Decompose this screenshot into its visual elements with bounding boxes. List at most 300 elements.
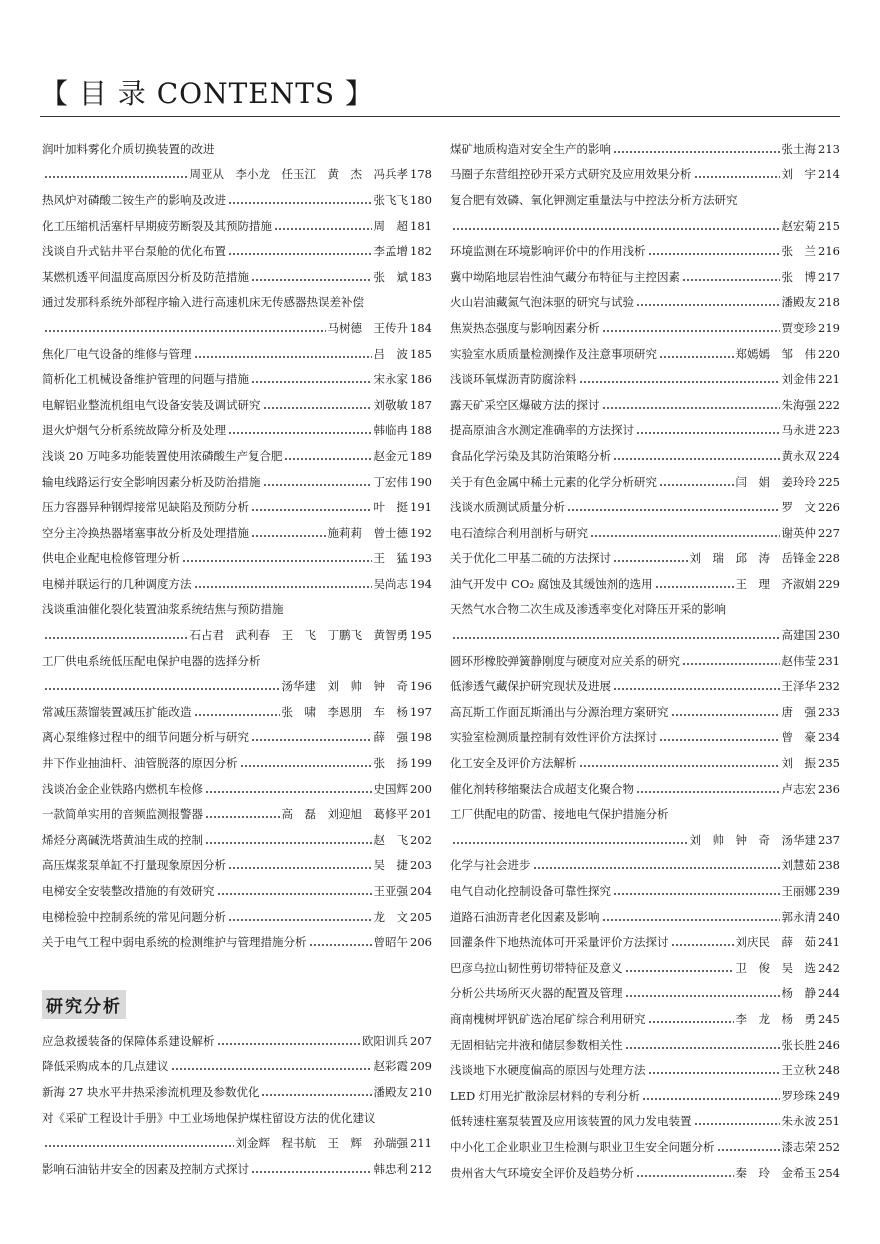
dot-leader xyxy=(613,559,688,563)
entry-title: 浅谈环氧煤沥青防腐涂料 xyxy=(450,372,577,387)
entry-title: 电解铝业整流机组电气设备安装及调试研究 xyxy=(42,397,261,412)
entry-authors: 王立秋 xyxy=(781,1063,817,1078)
toc-entry xyxy=(42,213,432,239)
dot-leader xyxy=(274,227,372,231)
toc-entry xyxy=(42,878,432,904)
entry-page-number: 197 xyxy=(410,704,432,719)
toc-entry xyxy=(450,290,840,316)
toc-entry xyxy=(450,827,840,853)
toc-entry xyxy=(450,494,840,520)
entry-authors: 郭永清 xyxy=(781,909,817,924)
toc-entry xyxy=(42,725,432,751)
toc-entry xyxy=(42,673,432,699)
page-title: 【 目 录 CONTENTS 】 xyxy=(40,77,374,110)
entry-page-number: 219 xyxy=(818,320,840,335)
toc-entry xyxy=(42,469,432,495)
entry-title: 圆环形橡胶弹簧静刚度与硬度对应关系的研究 xyxy=(450,653,680,668)
dot-leader xyxy=(682,278,780,282)
entry-authors: 刘 宇 xyxy=(781,167,817,182)
toc-entry xyxy=(450,955,840,981)
toc-entry xyxy=(450,162,840,188)
toc-entry xyxy=(42,264,432,290)
toc-entry xyxy=(450,1134,840,1160)
entry-title: 空分主冷换热器堵塞事故分析及处理措施 xyxy=(42,525,249,540)
toc-entry xyxy=(42,801,432,827)
entry-title: 润叶加料雾化介质切换装置的改进 xyxy=(42,141,215,156)
entry-title: 焦化厂电气设备的维修与管理 xyxy=(42,346,192,361)
toc-entry xyxy=(450,699,840,725)
entry-page-number: 230 xyxy=(818,628,840,643)
entry-authors: 王泽华 xyxy=(781,679,817,694)
entry-title: 低渗透气藏保护研究现状及进展 xyxy=(450,679,611,694)
entry-authors: 刘 帅 钟 奇 汤华建 xyxy=(689,832,817,847)
entry-title: 简析化工机械设备维护管理的问题与措施 xyxy=(42,372,249,387)
toc-entry xyxy=(450,878,840,904)
entry-page-number: 180 xyxy=(410,192,432,207)
entry-authors: 刘金辉 程书航 王 辉 孙瑞强 xyxy=(235,1136,409,1151)
dot-leader xyxy=(452,227,780,231)
toc-entry xyxy=(450,264,840,290)
entry-authors: 朱永波 xyxy=(781,1114,817,1129)
entry-title: 电梯安全安装整改措施的有效研究 xyxy=(42,884,215,899)
dot-leader xyxy=(194,585,372,589)
dot-leader xyxy=(263,406,372,410)
toc-entry xyxy=(450,315,840,341)
section-title: 研究分析 xyxy=(42,990,126,1019)
entry-title: 高瓦斯工作面瓦斯涌出与分源治理方案研究 xyxy=(450,704,669,719)
dot-leader xyxy=(579,380,780,384)
entry-authors: 马树德 王传升 xyxy=(327,320,409,335)
entry-authors: 施莉莉 曾士德 xyxy=(327,525,409,540)
toc-entry xyxy=(42,443,432,469)
toc-entry xyxy=(450,1109,840,1135)
toc-entry xyxy=(450,597,840,623)
entry-authors: 王 理 齐淑娟 xyxy=(735,576,817,591)
toc-entry xyxy=(42,904,432,930)
toc-entry xyxy=(42,341,432,367)
toc-entry xyxy=(42,827,432,853)
toc-right-column xyxy=(450,136,840,1185)
dot-leader xyxy=(284,457,371,461)
entry-page-number: 220 xyxy=(818,346,840,361)
entry-title: 油气开发中 CO₂ 腐蚀及其缓蚀剂的选用 xyxy=(450,576,653,591)
entry-title: 烯烃分离碱洗塔黄油生成的控制 xyxy=(42,832,203,847)
dot-leader xyxy=(309,943,372,947)
toc-entry xyxy=(42,776,432,802)
dot-leader xyxy=(642,1097,780,1101)
entry-page-number: 235 xyxy=(818,756,840,771)
entry-authors: 刘慧茹 xyxy=(781,858,817,873)
toc-entry xyxy=(450,853,840,879)
toc-entry xyxy=(450,648,840,674)
toc-entry xyxy=(450,1083,840,1109)
entry-page-number: 205 xyxy=(410,909,432,924)
toc-entry xyxy=(42,853,432,879)
toc-entry xyxy=(450,469,840,495)
entry-page-number: 178 xyxy=(410,167,432,182)
entry-page-number: 242 xyxy=(818,960,840,975)
entry-authors: 刘 瑞 邱 涛 岳锋金 xyxy=(689,551,817,566)
entry-authors: 王 猛 xyxy=(373,551,409,566)
entry-page-number: 191 xyxy=(410,500,432,515)
dot-leader xyxy=(261,1093,371,1097)
dot-leader xyxy=(625,969,734,973)
entry-title: 复合肥有效磷、氧化钾测定重量法与中控法分析方法研究 xyxy=(450,192,738,207)
dot-leader xyxy=(659,355,734,359)
entry-authors: 贾变珍 xyxy=(781,320,817,335)
entry-title: 浅谈重油催化裂化装置油浆系统结焦与预防措施 xyxy=(42,602,284,617)
entry-authors: 欧阳训兵 xyxy=(362,1033,409,1048)
dot-leader xyxy=(671,943,734,947)
entry-page-number: 199 xyxy=(410,756,432,771)
toc-entry xyxy=(42,187,432,213)
entry-authors: 韩忠利 xyxy=(373,1161,409,1176)
entry-title: 浅谈冶金企业铁路内燃机车检修 xyxy=(42,781,203,796)
entry-authors: 张 博 xyxy=(781,269,817,284)
toc-entry xyxy=(450,571,840,597)
dot-leader xyxy=(613,687,780,691)
dot-leader xyxy=(228,201,372,205)
entry-authors: 赵宏菊 xyxy=(781,218,817,233)
dot-leader xyxy=(602,918,780,922)
dot-leader xyxy=(251,278,372,282)
toc-entry xyxy=(450,750,840,776)
toc-entry xyxy=(42,162,432,188)
entry-title: 实验室检测质量控制有效性评价方法探讨 xyxy=(450,730,657,745)
entry-page-number: 222 xyxy=(818,397,840,412)
dot-leader xyxy=(533,866,780,870)
dot-leader xyxy=(44,1144,234,1148)
entry-authors: 龙 文 xyxy=(373,909,409,924)
entry-authors: 罗 文 xyxy=(781,500,817,515)
entry-page-number: 183 xyxy=(410,269,432,284)
toc-entry xyxy=(450,213,840,239)
entry-page-number: 182 xyxy=(410,244,432,259)
entry-page-number: 211 xyxy=(410,1136,432,1151)
toc-entry xyxy=(450,136,840,162)
entry-authors: 史国辉 xyxy=(373,781,409,796)
entry-page-number: 210 xyxy=(410,1084,432,1099)
dot-leader xyxy=(636,790,780,794)
toc-entry xyxy=(42,571,432,597)
entry-authors: 杨 静 xyxy=(781,986,817,1001)
entry-authors: 卫 俊 吴 选 xyxy=(735,960,817,975)
entry-page-number: 202 xyxy=(410,832,432,847)
entry-title: 工厂供电系统低压配电保护电器的选择分析 xyxy=(42,653,261,668)
entry-page-number: 239 xyxy=(818,884,840,899)
entry-page-number: 238 xyxy=(818,858,840,873)
entry-authors: 张长胜 xyxy=(781,1037,817,1052)
toc-entry xyxy=(42,136,432,162)
toc-entry xyxy=(450,1160,840,1186)
entry-authors: 石占君 武利春 王 飞 丁鹏飞 黄智勇 xyxy=(189,628,409,643)
dot-leader xyxy=(671,713,780,717)
entry-title: 化工安全及评价方法解析 xyxy=(450,756,577,771)
entry-page-number: 217 xyxy=(818,269,840,284)
entry-page-number: 187 xyxy=(410,397,432,412)
entry-page-number: 225 xyxy=(818,474,840,489)
entry-authors: 卢志宏 xyxy=(781,781,817,796)
toc-entry xyxy=(450,1057,840,1083)
dot-leader xyxy=(251,508,372,512)
entry-authors: 宋永家 xyxy=(373,372,409,387)
toc-entry xyxy=(42,750,432,776)
entry-page-number: 245 xyxy=(818,1011,840,1026)
dot-leader xyxy=(44,329,326,333)
entry-page-number: 218 xyxy=(818,295,840,310)
entry-authors: 周 超 xyxy=(373,218,409,233)
entry-authors: 曾 豪 xyxy=(781,730,817,745)
entry-page-number: 221 xyxy=(818,372,840,387)
toc-entry xyxy=(450,1006,840,1032)
entry-title: 压力容器异种钢焊接常见缺陷及预防分析 xyxy=(42,500,249,515)
entry-title: 新海 27 块水平井热采渗流机理及参数优化 xyxy=(42,1084,260,1099)
entry-title: 火山岩油藏氮气泡沫驱的研究与试验 xyxy=(450,295,634,310)
entry-title: 低转速柱塞泵装置及应用该装置的风力发电装置 xyxy=(450,1114,692,1129)
toc-entry xyxy=(450,776,840,802)
dot-leader xyxy=(251,1170,372,1174)
toc-entry xyxy=(42,648,432,674)
entry-title: 浅谈水质测试质量分析 xyxy=(450,500,565,515)
dot-leader xyxy=(194,713,280,717)
entry-page-number: 212 xyxy=(410,1161,432,1176)
toc-entry xyxy=(450,546,840,572)
entry-authors: 黄永双 xyxy=(781,448,817,463)
dot-leader xyxy=(682,662,780,666)
dot-leader xyxy=(694,1122,780,1126)
entry-title: 浅谈 20 万吨多功能装置使用浓磷酸生产复合肥 xyxy=(42,448,283,463)
entry-title: 提高原油含水测定准确率的方法探讨 xyxy=(450,423,634,438)
entry-authors: 赵 飞 xyxy=(373,832,409,847)
dot-leader xyxy=(567,508,780,512)
entry-page-number: 229 xyxy=(818,576,840,591)
entry-authors: 汤华建 刘 帅 钟 奇 xyxy=(281,679,409,694)
entry-authors: 吴尚志 xyxy=(373,576,409,591)
dot-leader xyxy=(613,150,780,154)
toc-entry xyxy=(42,546,432,572)
dot-leader xyxy=(694,175,780,179)
entry-title: 供电企业配电检修管理分析 xyxy=(42,551,180,566)
toc-entry xyxy=(450,801,840,827)
dot-leader xyxy=(171,1067,372,1071)
entry-authors: 高建国 xyxy=(781,628,817,643)
dot-leader xyxy=(217,1042,361,1046)
entry-title: 输电线路运行安全影响因素分析及防治措施 xyxy=(42,474,261,489)
entry-authors: 吴 捷 xyxy=(373,858,409,873)
entry-title: 关于有色金属中稀土元素的化学分析研究 xyxy=(450,474,657,489)
dot-leader xyxy=(655,585,734,589)
entry-title: 焦炭热态强度与影响因素分析 xyxy=(450,320,600,335)
entry-authors: 叶 挺 xyxy=(373,500,409,515)
dot-leader xyxy=(263,483,372,487)
toc-entry xyxy=(450,392,840,418)
entry-title: 环境监测在环境影响评价中的作用浅析 xyxy=(450,244,646,259)
dot-leader xyxy=(648,252,780,256)
entry-page-number: 203 xyxy=(410,858,432,873)
entry-page-number: 207 xyxy=(410,1033,432,1048)
toc-entry xyxy=(42,1079,432,1105)
toc-list-left xyxy=(42,136,432,955)
entry-page-number: 206 xyxy=(410,935,432,950)
entry-title: 冀中坳陷地层岩性油气藏分布特征与主控因素 xyxy=(450,269,680,284)
entry-title: 食品化学污染及其防治策略分析 xyxy=(450,448,611,463)
entry-page-number: 227 xyxy=(818,525,840,540)
entry-page-number: 192 xyxy=(410,525,432,540)
entry-page-number: 226 xyxy=(818,500,840,515)
entry-title: 应急救援装备的保障体系建设解析 xyxy=(42,1033,215,1048)
entry-authors: 周亚从 李小龙 任玉江 黄 杰 冯兵孝 xyxy=(189,167,409,182)
entry-page-number: 181 xyxy=(410,218,432,233)
entry-title: 井下作业抽油杆、油管脱落的原因分析 xyxy=(42,756,238,771)
toc-entry xyxy=(42,520,432,546)
entry-title: 一款简单实用的音频监测报警器 xyxy=(42,807,203,822)
dot-leader xyxy=(648,1071,780,1075)
dot-leader xyxy=(625,994,780,998)
entry-title: 马圈子东营组控砂开采方式研究及应用效果分析 xyxy=(450,167,692,182)
entry-page-number: 213 xyxy=(818,141,840,156)
entry-title: 退火炉烟气分析系统故障分析及处理 xyxy=(42,423,226,438)
entry-title: 化学与社会进步 xyxy=(450,858,531,873)
entry-page-number: 201 xyxy=(410,807,432,822)
entry-title: 影响石油钻井安全的因素及控制方式探讨 xyxy=(42,1161,249,1176)
toc-entry xyxy=(450,366,840,392)
toc-list-right xyxy=(450,136,840,1185)
entry-authors: 王丽娜 xyxy=(781,884,817,899)
dot-leader xyxy=(636,303,780,307)
entry-authors: 潘殿友 xyxy=(373,1084,409,1099)
toc-entry xyxy=(450,673,840,699)
toc-entry xyxy=(42,1130,432,1156)
entry-page-number: 196 xyxy=(410,679,432,694)
entry-title: 实验室水质质量检测操作及注意事项研究 xyxy=(450,346,657,361)
dot-leader xyxy=(590,534,780,538)
entry-page-number: 198 xyxy=(410,730,432,745)
entry-page-number: 216 xyxy=(818,244,840,259)
toc-list-research xyxy=(42,1028,432,1182)
entry-page-number: 193 xyxy=(410,551,432,566)
entry-authors: 刘庆民 薛 茹 xyxy=(735,935,817,950)
entry-page-number: 189 xyxy=(410,448,432,463)
entry-page-number: 214 xyxy=(818,167,840,182)
dot-leader xyxy=(205,815,280,819)
entry-title: 某燃机透平间温度高原因分析及防范措施 xyxy=(42,269,249,284)
toc-entry xyxy=(42,1105,432,1131)
entry-title: 常减压蒸馏装置减压扩能改造 xyxy=(42,704,192,719)
entry-title: 商南槐树坪钒矿选冶尾矿综合利用研究 xyxy=(450,1011,646,1026)
entry-authors: 张土海 xyxy=(781,141,817,156)
entry-title: 催化剂转移缩聚法合成超支化聚合物 xyxy=(450,781,634,796)
dot-leader xyxy=(44,175,188,179)
toc-entry xyxy=(450,725,840,751)
dot-leader xyxy=(452,636,780,640)
entry-page-number: 228 xyxy=(818,551,840,566)
entry-page-number: 190 xyxy=(410,474,432,489)
entry-title: 中小化工企业职业卫生检测与职业卫生安全问题分析 xyxy=(450,1139,715,1154)
entry-authors: 高 磊 刘迎旭 葛修平 xyxy=(281,807,409,822)
toc-entry xyxy=(42,1054,432,1080)
entry-page-number: 195 xyxy=(410,628,432,643)
entry-page-number: 237 xyxy=(818,832,840,847)
toc-entry xyxy=(450,341,840,367)
dot-leader xyxy=(228,431,372,435)
entry-authors: 王亚强 xyxy=(373,884,409,899)
dot-leader xyxy=(636,1174,734,1178)
dot-leader xyxy=(579,764,780,768)
entry-page-number: 194 xyxy=(410,576,432,591)
entry-page-number: 246 xyxy=(818,1037,840,1052)
entry-title: 贵州省大气环境安全评价及趋势分析 xyxy=(450,1165,634,1180)
toc-entry xyxy=(450,238,840,264)
dot-leader xyxy=(613,457,780,461)
entry-page-number: 254 xyxy=(818,1165,840,1180)
dot-leader xyxy=(636,431,780,435)
dot-leader xyxy=(228,866,372,870)
dot-leader xyxy=(228,918,372,922)
entry-authors: 刘 振 xyxy=(781,756,817,771)
entry-title: 电梯并联运行的几种调度方法 xyxy=(42,576,192,591)
toc-entry xyxy=(450,443,840,469)
entry-title: 化工压缩机活塞杆早期疲劳断裂及其预防措施 xyxy=(42,218,272,233)
toc-entry xyxy=(42,929,432,955)
entry-page-number: 209 xyxy=(410,1059,432,1074)
dot-leader xyxy=(205,841,372,845)
toc-entry xyxy=(42,597,432,623)
entry-page-number: 186 xyxy=(410,372,432,387)
entry-title: 巴彦乌拉山韧性剪切带特征及意义 xyxy=(450,960,623,975)
dot-leader xyxy=(251,534,326,538)
entry-authors: 赵彩霞 xyxy=(373,1059,409,1074)
entry-title: 离心泵维修过程中的细节问题分析与研究 xyxy=(42,730,249,745)
toc-entry xyxy=(42,699,432,725)
entry-title: 降低采购成本的几点建议 xyxy=(42,1059,169,1074)
entry-authors: 张 斌 xyxy=(373,269,409,284)
entry-title: LED 灯用光扩散涂层材料的专利分析 xyxy=(450,1088,640,1103)
entry-authors: 刘金伟 xyxy=(781,372,817,387)
toc-entry xyxy=(450,418,840,444)
toc-entry xyxy=(450,187,840,213)
entry-page-number: 224 xyxy=(818,448,840,463)
entry-title: 道路石油沥青老化因素及影响 xyxy=(450,909,600,924)
toc-entry xyxy=(42,494,432,520)
entry-title: 高压煤浆泵单缸不打量现象原因分析 xyxy=(42,858,226,873)
entry-title: 热风炉对磷酸二铵生产的影响及改进 xyxy=(42,192,226,207)
toc-entry xyxy=(42,392,432,418)
entry-authors: 薛 强 xyxy=(373,730,409,745)
entry-authors: 闫 娟 姜玲玲 xyxy=(735,474,817,489)
entry-title: 关于优化二甲基二硫的方法探讨 xyxy=(450,551,611,566)
entry-page-number: 233 xyxy=(818,704,840,719)
dot-leader xyxy=(602,406,780,410)
dot-leader xyxy=(44,687,280,691)
toc-entry xyxy=(42,622,432,648)
dot-leader xyxy=(44,636,188,640)
entry-page-number: 252 xyxy=(818,1139,840,1154)
entry-title: 露天矿采空区爆破方法的探讨 xyxy=(450,397,600,412)
entry-authors: 漆志荣 xyxy=(781,1139,817,1154)
entry-page-number: 204 xyxy=(410,884,432,899)
dot-leader xyxy=(194,355,372,359)
entry-page-number: 236 xyxy=(818,781,840,796)
entry-authors: 赵伟莹 xyxy=(781,653,817,668)
entry-page-number: 215 xyxy=(818,218,840,233)
toc-entry xyxy=(42,1028,432,1054)
entry-page-number: 188 xyxy=(410,423,432,438)
entry-title: 通过发那科系统外部程序输入进行高速机床无传感器热误差补偿 xyxy=(42,295,364,310)
entry-authors: 韩临冉 xyxy=(373,423,409,438)
toc-entry xyxy=(450,904,840,930)
entry-authors: 秦 玲 金希玉 xyxy=(735,1165,817,1180)
entry-title: 关于电气工程中弱电系统的检测维护与管理措施分析 xyxy=(42,935,307,950)
